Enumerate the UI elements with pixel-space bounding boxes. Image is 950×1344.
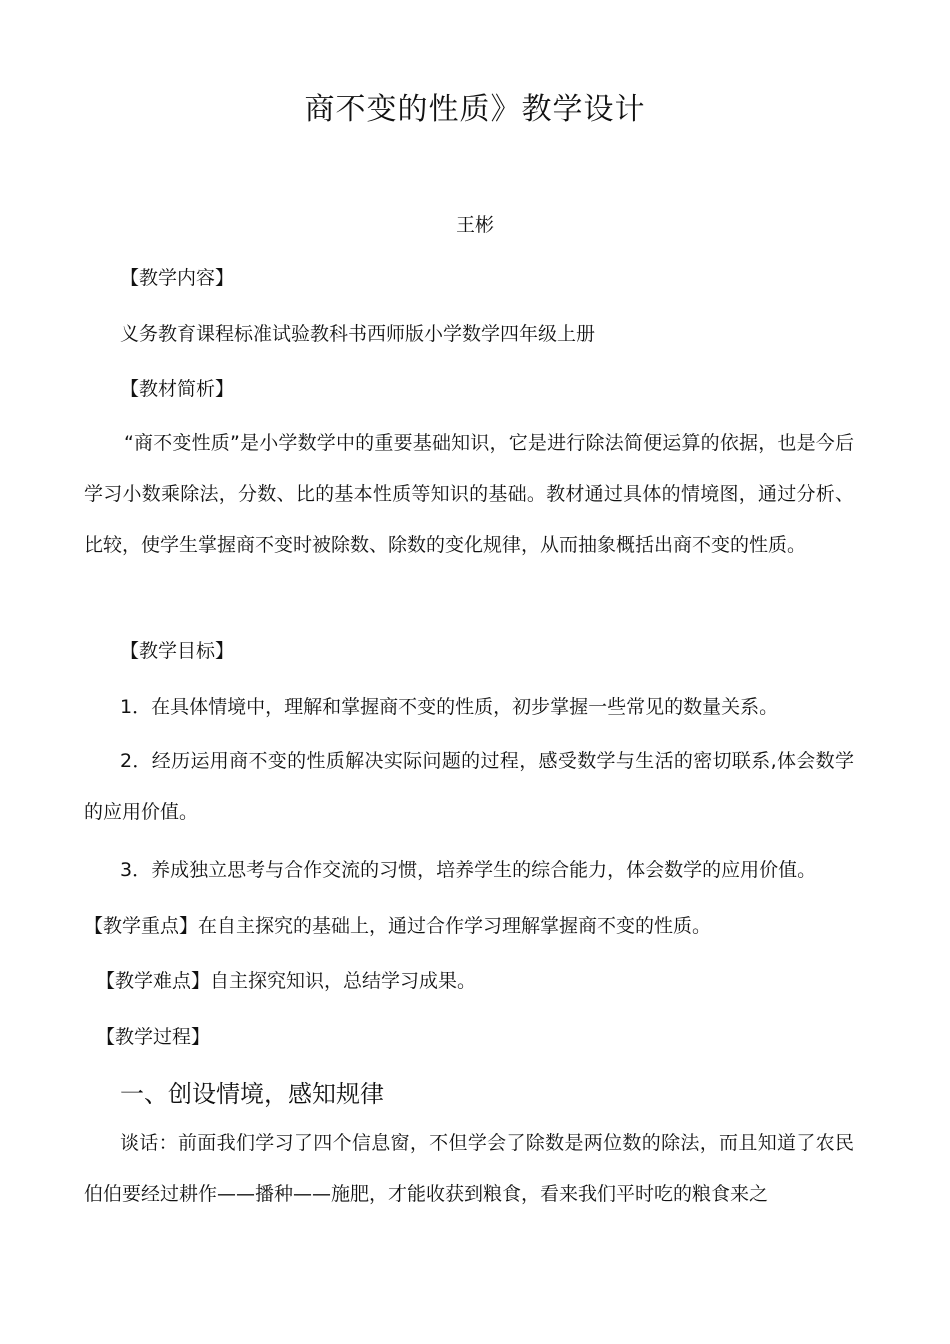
objective-item-3: 3．养成独立思考与合作交流的习惯，培养学生的综合能力，体会数学的应用价值。 — [120, 859, 817, 881]
teaching-content-text: 义务教育课程标准试验教科书西师版小学数学四年级上册 — [120, 323, 596, 345]
objective-item-2: 2．经历运用商不变的性质解决实际问题的过程，感受数学与生活的密切联系,体会数学的应用价值。 — [84, 750, 854, 823]
difficulty-paragraph: 【教学难点】自主探究知识，总结学习成果。 — [96, 970, 477, 992]
teaching-process-heading: 【教学过程】 — [96, 1026, 211, 1048]
teaching-content-heading: 【教学内容】 — [120, 267, 235, 289]
section-1-heading: 一、创设情境，感知规律 — [120, 1080, 384, 1108]
teaching-objectives-heading: 【教学目标】 — [120, 640, 235, 662]
author-name: 王彬 — [455, 214, 494, 236]
material-analysis-heading: 【教材简析】 — [120, 378, 235, 400]
objective-item-1: 1．在具体情境中，理解和掌握商不变的性质，初步掌握一些常见的数量关系。 — [120, 696, 779, 718]
key-point-paragraph: 【教学重点】在自主探究的基础上，通过合作学习理解掌握商不变的性质。 — [84, 915, 712, 937]
material-analysis-text: “商不变性质”是小学数学中的重要基础知识，它是进行除法简便运算的依据，也是今后学习小数乘除法，分数、比的基本性质等知识的基础。教材通过具体的情境图，通过分析、比较，使学生掌握商不变时被除数、除数的变化规律，从而抽象概括出商不变的性质。 — [84, 432, 854, 556]
section-1-text: 谈话：前面我们学习了四个信息窗，不但学会了除数是两位数的除法，而且知道了农民伯伯要经过耕作——播种——施肥，才能收获到粮食，看来我们平时吃的粮食来之 — [84, 1132, 854, 1205]
document-title: 商不变的性质》教学设计 — [304, 92, 646, 127]
